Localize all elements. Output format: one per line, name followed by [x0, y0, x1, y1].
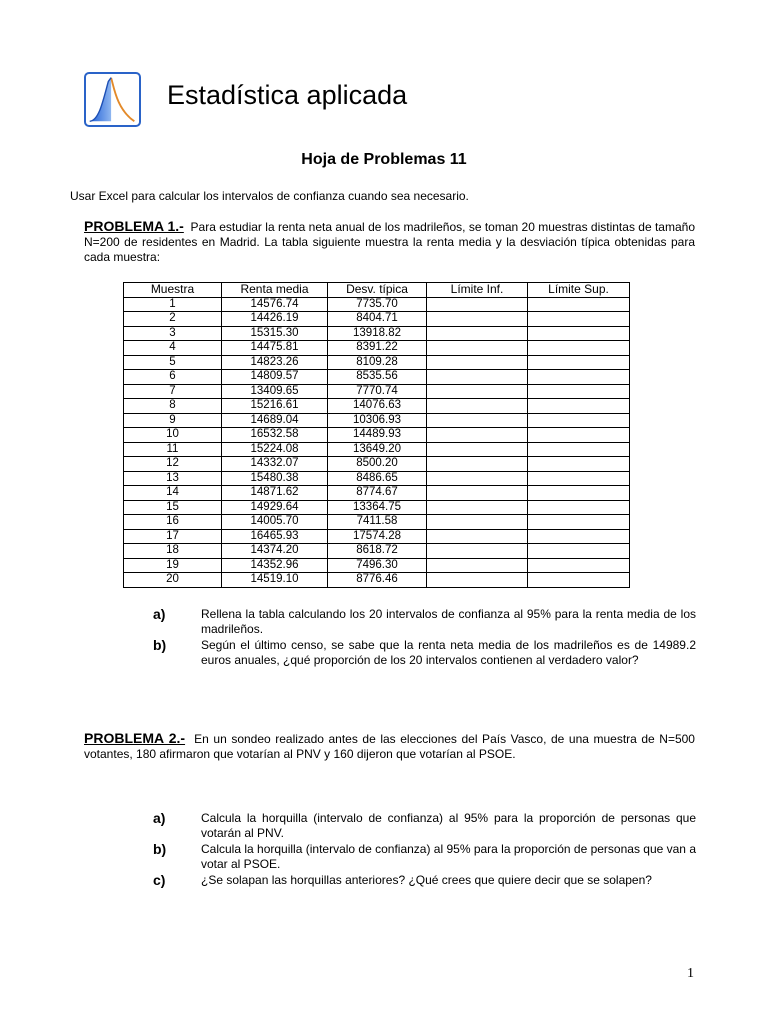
- normal-curve-logo-icon: [84, 72, 141, 127]
- table-cell: [427, 486, 528, 501]
- income-table: [123, 282, 630, 588]
- question-text: Según el último censo, se sabe que la renta neta media de los madrileños es de 14989.2 euros anuales, ¿qué proporción de los 20 intervalos contienen al verdadero valor?: [201, 638, 696, 667]
- problem-2-label: PROBLEMA 2.-: [84, 730, 186, 746]
- table-cell: 19: [124, 558, 222, 573]
- table-row: [124, 457, 630, 472]
- table-cell: 14: [124, 486, 222, 501]
- table-cell: [427, 573, 528, 588]
- table-cell: 8109.28: [328, 355, 427, 370]
- table-cell: 4: [124, 341, 222, 356]
- page-number: 1: [687, 966, 694, 981]
- table-cell: 14005.70: [222, 515, 328, 530]
- question-label: c): [153, 872, 166, 888]
- table-cell: 14076.63: [328, 399, 427, 414]
- table-cell: 8776.46: [328, 573, 427, 588]
- table-cell: [528, 384, 630, 399]
- col-header: Renta media: [222, 283, 328, 298]
- table-cell: [427, 428, 528, 443]
- table-cell: [528, 297, 630, 312]
- table-cell: [528, 341, 630, 356]
- table-cell: [427, 544, 528, 559]
- table-cell: 7: [124, 384, 222, 399]
- table-row: [124, 471, 630, 486]
- question-item: [153, 811, 696, 841]
- table-cell: 14576.74: [222, 297, 328, 312]
- table-cell: [528, 544, 630, 559]
- table-cell: 14929.64: [222, 500, 328, 515]
- table-cell: 1: [124, 297, 222, 312]
- table-cell: 18: [124, 544, 222, 559]
- table-cell: 5: [124, 355, 222, 370]
- table-cell: 16465.93: [222, 529, 328, 544]
- table-cell: [528, 413, 630, 428]
- table-cell: [528, 399, 630, 414]
- problem-1-label: PROBLEMA 1.-: [84, 218, 184, 234]
- table-cell: 12: [124, 457, 222, 472]
- table-row: [124, 413, 630, 428]
- table-cell: [427, 312, 528, 327]
- question-label: a): [153, 810, 166, 826]
- table-header-row: [124, 283, 630, 298]
- table-cell: 2: [124, 312, 222, 327]
- table-cell: [427, 384, 528, 399]
- table-cell: 6: [124, 370, 222, 385]
- table-cell: [528, 529, 630, 544]
- table-cell: 14871.62: [222, 486, 328, 501]
- table-cell: 13: [124, 471, 222, 486]
- table-cell: 14374.20: [222, 544, 328, 559]
- table-cell: [528, 442, 630, 457]
- problem-1: [84, 219, 695, 265]
- question-label: a): [153, 606, 166, 622]
- table-cell: 8486.65: [328, 471, 427, 486]
- question-item: [153, 638, 696, 668]
- col-header: Desv. típica: [328, 283, 427, 298]
- question-text: Calcula la horquilla (intervalo de confianza) al 95% para la proporción de personas que votarán al PNV.: [201, 811, 696, 840]
- table-row: [124, 370, 630, 385]
- table-cell: [528, 471, 630, 486]
- col-header: Límite Sup.: [528, 283, 630, 298]
- table-cell: [427, 558, 528, 573]
- table-row: [124, 500, 630, 515]
- table-cell: 8500.20: [328, 457, 427, 472]
- table-row: [124, 515, 630, 530]
- table-cell: 16532.58: [222, 428, 328, 443]
- table-cell: 10: [124, 428, 222, 443]
- table-cell: [427, 297, 528, 312]
- table-cell: 7496.30: [328, 558, 427, 573]
- table-cell: 13918.82: [328, 326, 427, 341]
- table-cell: [427, 326, 528, 341]
- table-cell: 15224.08: [222, 442, 328, 457]
- table-cell: [528, 312, 630, 327]
- table-cell: 14689.04: [222, 413, 328, 428]
- table-row: [124, 326, 630, 341]
- table-cell: 17: [124, 529, 222, 544]
- table-cell: 7735.70: [328, 297, 427, 312]
- table-cell: 10306.93: [328, 413, 427, 428]
- table-row: [124, 384, 630, 399]
- table-cell: 17574.28: [328, 529, 427, 544]
- table-cell: 15216.61: [222, 399, 328, 414]
- table-cell: [427, 413, 528, 428]
- table-cell: [528, 558, 630, 573]
- problem-2-questions: [153, 811, 696, 889]
- table-cell: 15: [124, 500, 222, 515]
- table-cell: 14823.26: [222, 355, 328, 370]
- table-cell: [427, 471, 528, 486]
- table-cell: 14426.19: [222, 312, 328, 327]
- table-row: [124, 529, 630, 544]
- table-cell: [427, 442, 528, 457]
- table-cell: [427, 457, 528, 472]
- table-cell: [427, 515, 528, 530]
- table-row: [124, 312, 630, 327]
- table-cell: 14489.93: [328, 428, 427, 443]
- table-cell: [427, 370, 528, 385]
- table-cell: 20: [124, 573, 222, 588]
- table-cell: [427, 341, 528, 356]
- table-row: [124, 442, 630, 457]
- table-cell: 15315.30: [222, 326, 328, 341]
- table-row: [124, 399, 630, 414]
- question-item: [153, 873, 696, 888]
- question-label: b): [153, 841, 167, 857]
- problem-1-questions: [153, 607, 696, 669]
- table-row: [124, 355, 630, 370]
- table-cell: [528, 486, 630, 501]
- table-cell: 13649.20: [328, 442, 427, 457]
- table-cell: 13364.75: [328, 500, 427, 515]
- problem-2-text: En un sondeo realizado antes de las elecciones del País Vasco, de una muestra de N=500 votantes, 180 afirmaron que votarían al PNV y 160 dijeron que votarían al PSOE.: [84, 732, 695, 761]
- table-cell: 9: [124, 413, 222, 428]
- table-cell: [528, 515, 630, 530]
- table-cell: 14352.96: [222, 558, 328, 573]
- question-label: b): [153, 637, 167, 653]
- table-cell: 8: [124, 399, 222, 414]
- table-cell: [427, 500, 528, 515]
- table-cell: 14519.10: [222, 573, 328, 588]
- table-cell: 8774.67: [328, 486, 427, 501]
- intro-text: Usar Excel para calcular los intervalos de confianza cuando sea necesario.: [70, 189, 469, 203]
- problem-2: [84, 731, 695, 762]
- table-cell: 8404.71: [328, 312, 427, 327]
- col-header: Muestra: [124, 283, 222, 298]
- question-item: [153, 842, 696, 872]
- question-text: ¿Se solapan las horquillas anteriores? ¿Qué crees que quiere decir que se solapen?: [201, 873, 652, 887]
- document-title: Estadística aplicada: [167, 80, 408, 110]
- table-cell: 11: [124, 442, 222, 457]
- table-cell: [528, 457, 630, 472]
- table-row: [124, 573, 630, 588]
- question-item: [153, 607, 696, 637]
- table-cell: [528, 326, 630, 341]
- table-cell: 16: [124, 515, 222, 530]
- table-cell: [528, 370, 630, 385]
- table-cell: 14809.57: [222, 370, 328, 385]
- question-text: Rellena la tabla calculando los 20 intervalos de confianza al 95% para la renta media de los madrileños.: [201, 607, 696, 636]
- table-cell: 13409.65: [222, 384, 328, 399]
- table-cell: 7770.74: [328, 384, 427, 399]
- question-text: Calcula la horquilla (intervalo de confianza) al 95% para la proporción de personas que van a votar al PSOE.: [201, 842, 696, 871]
- table-row: [124, 297, 630, 312]
- table-row: [124, 486, 630, 501]
- col-header: Límite Inf.: [427, 283, 528, 298]
- table-cell: 7411.58: [328, 515, 427, 530]
- table-row: [124, 558, 630, 573]
- problem-1-text: Para estudiar la renta neta anual de los madrileños, se toman 20 muestras distintas de tamaño N=200 de residentes en Madrid. La tabla siguiente muestra la renta media y la desviación típica obtenidas para cada muestra:: [84, 220, 696, 264]
- table-cell: 15480.38: [222, 471, 328, 486]
- table-cell: [427, 355, 528, 370]
- table-cell: 3: [124, 326, 222, 341]
- table-cell: [528, 428, 630, 443]
- table-cell: [528, 573, 630, 588]
- table-cell: [528, 500, 630, 515]
- table-row: [124, 428, 630, 443]
- table-cell: 14332.07: [222, 457, 328, 472]
- sheet-title: Hoja de Problemas 11: [301, 151, 467, 168]
- table-cell: [427, 399, 528, 414]
- table-cell: 8535.56: [328, 370, 427, 385]
- table-row: [124, 544, 630, 559]
- table-row: [124, 341, 630, 356]
- table-cell: 14475.81: [222, 341, 328, 356]
- table-cell: 8618.72: [328, 544, 427, 559]
- table-cell: [427, 529, 528, 544]
- table-cell: [528, 355, 630, 370]
- table-cell: 8391.22: [328, 341, 427, 356]
